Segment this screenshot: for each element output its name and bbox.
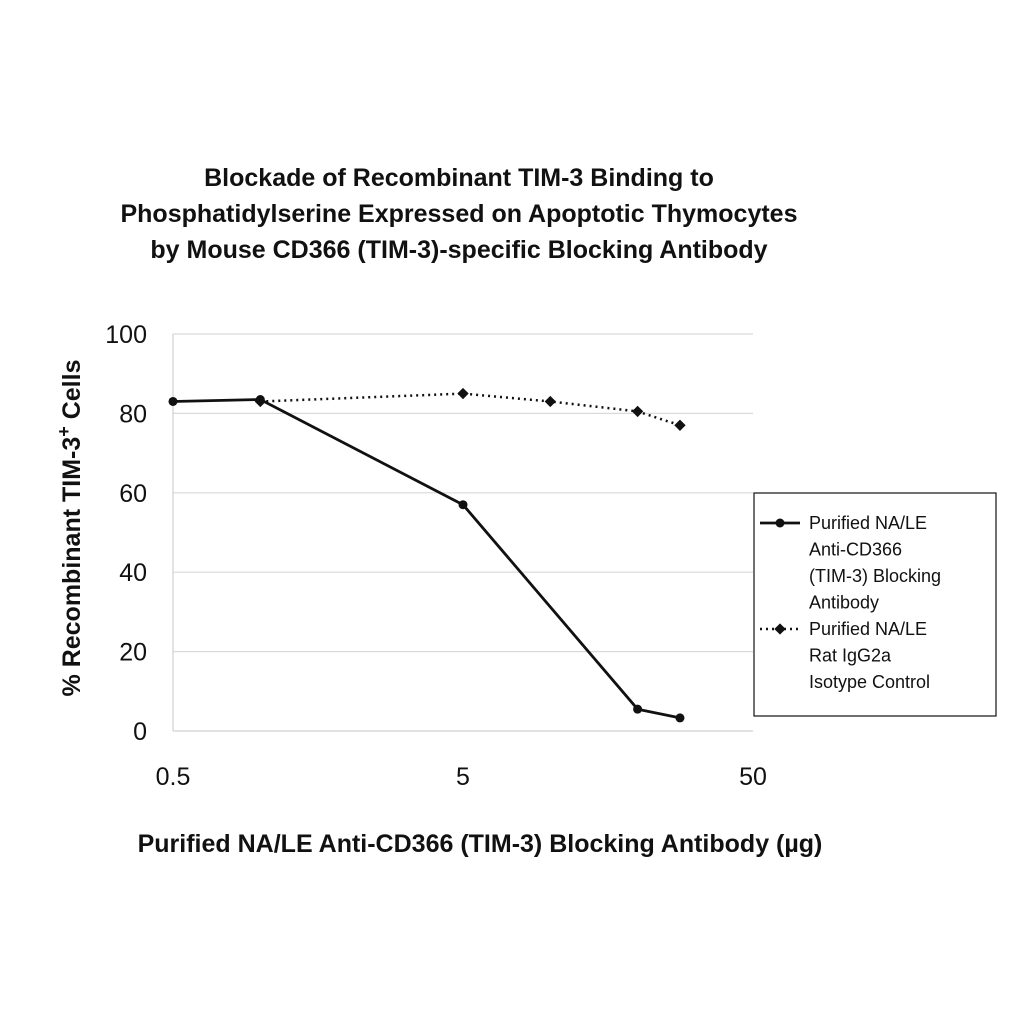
y-tick-label: 0 — [133, 718, 147, 746]
legend-label: Purified NA/LE — [809, 619, 928, 639]
chart-title-line: Phosphatidylserine Expressed on Apoptotic Thymocytes — [120, 200, 798, 228]
legend — [754, 493, 996, 716]
legend-label: Antibody — [809, 592, 880, 613]
x-axis-label: Purified NA/LE Anti-CD366 (TIM-3) Blocking Antibody (µg) — [137, 830, 823, 858]
data-point — [632, 406, 643, 417]
chart-title-line: Blockade of Recombinant TIM-3 Binding to — [204, 164, 714, 192]
data-point — [633, 705, 642, 714]
legend-swatch-marker — [776, 519, 785, 528]
data-point — [457, 388, 468, 399]
series-lines — [169, 388, 686, 723]
data-point — [674, 420, 685, 431]
y-tick-label: 60 — [119, 479, 147, 508]
data-point — [675, 713, 684, 722]
data-point — [169, 397, 178, 406]
legend-label: Purified NA/LE — [809, 513, 928, 533]
chart-title-line: by Mouse CD366 (TIM-3)-specific Blocking Antibody — [150, 236, 768, 264]
chart-title — [120, 164, 797, 264]
legend-label: Rat IgG2a — [809, 645, 892, 666]
y-tick-label: 100 — [105, 321, 147, 349]
x-tick-label: 50 — [739, 763, 767, 791]
legend-label: Isotype Control — [809, 672, 931, 692]
y-tick-label: 40 — [119, 559, 147, 588]
data-point — [459, 500, 468, 509]
y-axis-label-tail: Cells — [58, 359, 86, 427]
y-tick-label: 20 — [119, 638, 147, 667]
data-point — [545, 396, 556, 407]
x-tick-labels — [156, 763, 767, 791]
y-axis-label-sup: + — [54, 426, 74, 437]
y-axis-label — [54, 360, 86, 697]
x-tick-label: 5 — [456, 763, 470, 791]
y-axis-label-main: % Recombinant TIM-3 — [58, 436, 86, 697]
gridlines — [173, 334, 753, 652]
series-line — [173, 400, 680, 718]
series-line — [260, 394, 680, 426]
y-tick-labels — [105, 321, 147, 746]
x-tick-label: 0.5 — [155, 763, 191, 791]
y-tick-label: 80 — [119, 400, 147, 429]
legend-label: Anti-CD366 — [809, 539, 903, 560]
legend-label: (TIM-3) Blocking — [809, 566, 942, 586]
